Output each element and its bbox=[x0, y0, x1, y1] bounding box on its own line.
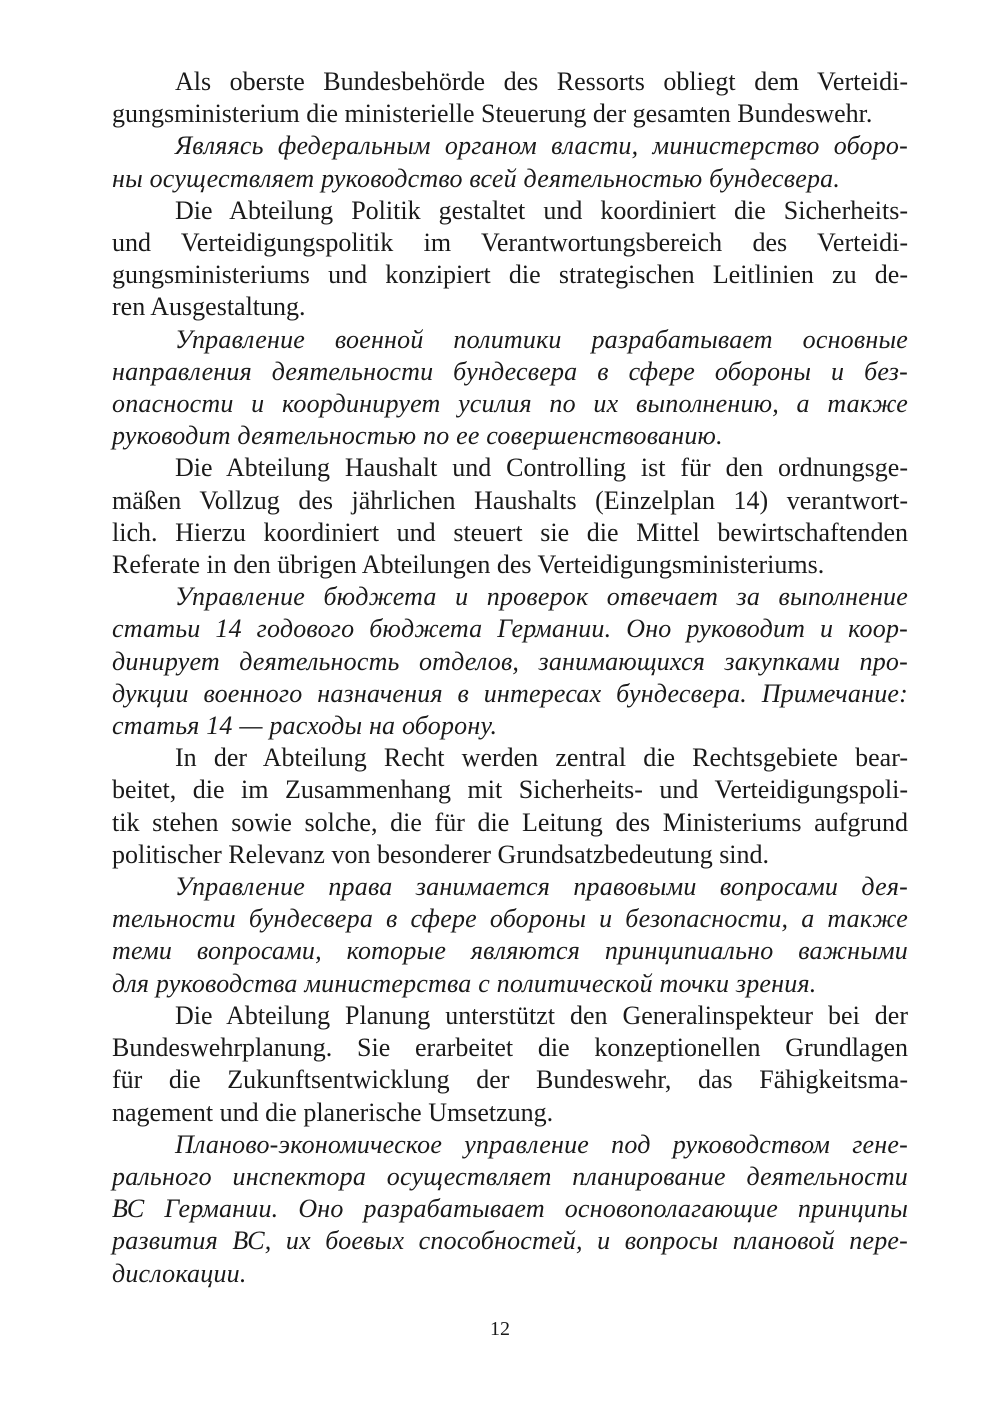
text-line: politischer Relevanz von besonderer Grundsatzbedeutung sind. bbox=[112, 839, 770, 869]
text-line: In der Abteilung Recht werden zentral die Rechtsgebiete bear- bbox=[175, 743, 908, 773]
text-line: gungsministerium die ministerielle Steuerung der gesamten Bundeswehr. bbox=[112, 99, 873, 129]
text-line: Die Abteilung Planung unterstützt den Generalinspekteur bei der bbox=[175, 1000, 908, 1030]
text-line: статьи 14 годового бюджета Германии. Оно руководит и коор- bbox=[112, 614, 908, 644]
text-line: Referate in den übrigen Abteilungen des Verteidigungsministeriums. bbox=[112, 550, 825, 580]
text-line: тельности бундесвера в сфере обороны и безопасности, а также bbox=[112, 904, 908, 934]
text-line: Bundeswehrplanung. Sie erarbeitet die konzeptionellen Grundlagen bbox=[112, 1033, 908, 1063]
paragraph-russian bbox=[112, 581, 908, 742]
text-line: руководит деятельностью по ее совершенствованию. bbox=[112, 421, 723, 451]
text-line: статья 14 — расходы на оборону. bbox=[112, 711, 498, 741]
text-line: gungsministeriums und konzipiert die strategischen Leitlinien zu de- bbox=[112, 260, 908, 290]
paragraph-german bbox=[112, 742, 908, 871]
text-line: направления деятельности бундесвера в сфере обороны и без- bbox=[112, 356, 908, 386]
text-line: Управление военной политики разрабатывает основные bbox=[175, 324, 908, 354]
text-line: рального инспектора осуществляет планирование деятельности bbox=[112, 1161, 908, 1191]
text-line: Управление бюджета и проверок отвечает за выполнение bbox=[175, 582, 908, 612]
paragraph-russian bbox=[112, 130, 908, 194]
text-line: Управление права занимается правовыми вопросами дея- bbox=[175, 872, 908, 902]
text-line: lich. Hierzu koordiniert und steuert sie die Mittel bewirtschaftenden bbox=[112, 517, 908, 547]
text-line: Die Abteilung Haushalt und Controlling ist für den ordnungsge- bbox=[175, 453, 908, 483]
text-line: ны осуществляет руководство всей деятельностью бундесвера. bbox=[112, 163, 841, 193]
text-line: für die Zukunftsentwicklung der Bundeswehr, das Fähigkeitsma- bbox=[112, 1065, 908, 1095]
paragraph-russian bbox=[112, 324, 908, 453]
text-line: Планово-экономическое управление под руководством гене- bbox=[175, 1129, 908, 1159]
text-line: beitet, die im Zusammenhang mit Sicherheits- und Verteidigungspoli- bbox=[112, 775, 908, 805]
text-line: und Verteidigungspolitik im Verantwortungsbereich des Verteidi- bbox=[112, 228, 908, 258]
text-line: ВС Германии. Оно разрабатывает основополагающие принципы bbox=[112, 1194, 908, 1224]
paragraph-russian bbox=[112, 1129, 908, 1290]
text-line: опасности и координирует усилия по их выполнению, а также bbox=[112, 389, 908, 419]
document-body bbox=[112, 66, 908, 1290]
text-line: mäßen Vollzug des jährlichen Haushalts (Einzelplan 14) verantwort- bbox=[112, 485, 908, 515]
text-line: развития ВС, их боевых способностей, и вопросы плановой пере- bbox=[112, 1226, 908, 1256]
text-line: дислокации. bbox=[112, 1258, 247, 1288]
text-line: Als oberste Bundesbehörde des Ressorts obliegt dem Verteidi- bbox=[175, 67, 908, 96]
page-number: 12 bbox=[490, 1318, 510, 1340]
text-line: nagement und die planerische Umsetzung. bbox=[112, 1097, 554, 1127]
text-line: ren Ausgestaltung. bbox=[112, 292, 306, 322]
text-line: динирует деятельность отделов, занимающихся закупками про- bbox=[112, 646, 908, 676]
text-line: теми вопросами, которые являются принципиально важными bbox=[112, 936, 908, 966]
text-line: дукции военного назначения в интересах бундесвера. Примечание: bbox=[112, 678, 908, 708]
text-line: для руководства министерства с политической точки зрения. bbox=[112, 968, 817, 998]
paragraph-russian bbox=[112, 871, 908, 1000]
paragraph-german bbox=[112, 66, 908, 130]
text-line: Являясь федеральным органом власти, министерство оборо- bbox=[175, 131, 908, 161]
text-line: tik stehen sowie solche, die für die Leitung des Ministeriums aufgrund bbox=[112, 807, 908, 837]
paragraph-german bbox=[112, 1000, 908, 1129]
paragraph-german bbox=[112, 195, 908, 324]
text-line: Die Abteilung Politik gestaltet und koordiniert die Sicherheits- bbox=[175, 195, 908, 225]
paragraph-german bbox=[112, 452, 908, 581]
